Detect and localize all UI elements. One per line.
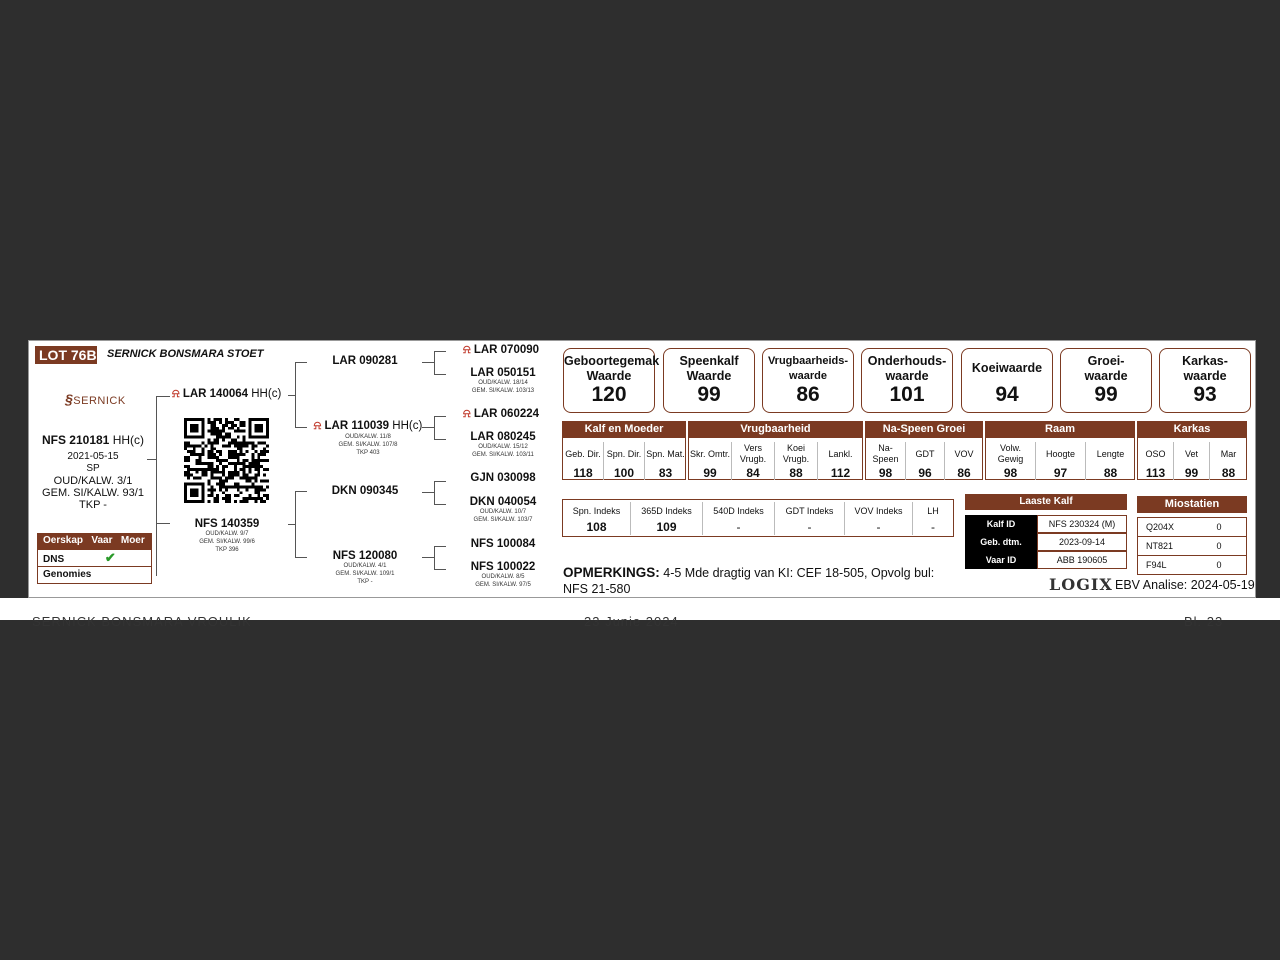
card-title: SERNICK BONSMARA STOET — [107, 348, 264, 360]
pedigree-dd: NFS 120080 OUD/KALW. 4/1 GEM. SI/KALW. 109/1 TKP - — [332, 550, 398, 585]
pedigree-ddd: NFS 100022 OUD/KALW. 8/5 GEM. SI/KALW. 97/5 — [470, 561, 536, 588]
footer-center: 23 Junie 2024 — [584, 614, 679, 629]
pedigree-dss: GJN 030098 — [470, 472, 536, 484]
footer-left: SERNICK BONSMARA VROULIK — [32, 614, 252, 629]
animal-oud: OUD/KALW. 3/1 — [53, 475, 133, 487]
last-calf-header: Laaste Kalf — [965, 494, 1127, 510]
value-box-vrugbaarheid: Vrugbaarheids- waarde 86 — [762, 348, 854, 413]
index-table: Spn. Indeks 108 365D Indeks 109 540D Indeks - GDT Indeks - VOV Indeks - LH - — [562, 499, 954, 537]
ai-icon: ⍾ — [313, 420, 322, 432]
lot-card — [28, 340, 1256, 598]
ai-icon: ⍾ — [463, 344, 471, 356]
lot-number: LOT 76B — [35, 346, 97, 364]
ownership-row-dns: DNS ✔ — [37, 550, 152, 567]
group-raam: Volw. Gewig 98 Hoogte 97 Lengte 88 — [985, 438, 1135, 480]
animal-info — [29, 433, 157, 511]
group-raam-header: Raam — [985, 421, 1135, 438]
group-kalf-en-moeder: Geb. Dir. 118 Spn. Dir. 100 Spn. Mat. 83 — [562, 438, 686, 480]
myostatin-table: Q204X 0 NT821 0 F94L 0 — [1137, 517, 1247, 575]
pedigree-dds: NFS 100084 — [470, 538, 536, 550]
ai-icon: ⍾ — [172, 388, 180, 400]
last-calf-table: Kalf ID NFS 230324 (M) Geb. dtm. 2023-09-14 Vaar ID ABB 190605 — [965, 515, 1127, 569]
pedigree-ds: DKN 090345 — [331, 485, 399, 497]
animal-id: NFS 210181 — [41, 433, 110, 447]
footer-right: Bl. 23 — [1184, 614, 1224, 629]
myostatin-header: Miostatien — [1137, 496, 1247, 513]
sernick-logo: §SERNICK — [65, 391, 126, 407]
value-box-groei: Groei- waarde 99 — [1060, 348, 1152, 413]
pedigree-sire: ⍾ LAR 140064 HH(c) — [172, 388, 282, 400]
qr-code — [184, 418, 269, 503]
group-karkas: OSO 113 Vet 99 Mar 88 — [1137, 438, 1247, 480]
pedigree-dam: NFS 140359 OUD/KALW. 9/7 GEM. SI/KALW. 99/6 TKP 396 — [194, 518, 260, 553]
animal-code: SP — [86, 463, 100, 474]
logix-logo: LOGIX — [1049, 575, 1113, 594]
value-box-koeiwaarde: Koeiwaarde 94 — [961, 348, 1053, 413]
ownership-table — [37, 533, 152, 584]
group-na-speen-groei: Na-Speen 98 GDT 96 VOV 86 — [865, 438, 983, 480]
sernick-logo-icon: § — [65, 391, 74, 407]
pedigree-sdd: LAR 080245 OUD/KALW. 15/12 GEM. SI/KALW. 103/11 — [470, 431, 536, 458]
animal-suffix: HH(c) — [112, 433, 145, 447]
pedigree-sd: ⍾ LAR 110039 HH(c) OUD/KALW. 11/8 GEM. SI/KALW. 107/8 TKP 403 — [313, 420, 423, 456]
ownership-row-genomies: Genomies — [37, 567, 152, 584]
remarks: OPMERKINGS: 4-5 Mde dragtig van KI: CEF 18-505, Opvolg bul: NFS 21-580 — [563, 565, 935, 596]
value-box-karkas: Karkas- waarde 93 — [1159, 348, 1251, 413]
ai-icon: ⍾ — [463, 408, 471, 420]
page-footer — [0, 598, 1280, 629]
ebv-date: EBV Analise: 2024-05-19 — [1115, 578, 1255, 592]
group-karkas-header: Karkas — [1137, 421, 1247, 438]
group-vrugbaarheid-header: Vrugbaarheid — [688, 421, 863, 438]
group-na-speen-groei-header: Na-Speen Groei — [865, 421, 983, 438]
check-icon: ✔ — [104, 550, 116, 565]
pedigree-sss: ⍾ LAR 070090 — [463, 344, 540, 356]
animal-tkp: TKP - — [79, 499, 107, 511]
ownership-header: Oerskap Vaar Moer — [37, 533, 152, 549]
value-box-geboortegemak: Geboortegemak Waarde 120 — [563, 348, 655, 413]
pedigree-ss: LAR 090281 — [332, 355, 398, 367]
animal-gem: GEM. SI/KALW. 93/1 — [42, 487, 144, 499]
pedigree-dsd: DKN 040054 OUD/KALW. 10/7 GEM. SI/KALW. 103/7 — [469, 496, 537, 523]
pedigree-ssd: LAR 050151 OUD/KALW. 18/14 GEM. SI/KALW. 103/13 — [470, 367, 536, 394]
pedigree-sds: ⍾ LAR 060224 — [463, 408, 540, 420]
group-kalf-en-moeder-header: Kalf en Moeder — [562, 421, 686, 438]
animal-date: 2021-05-15 — [67, 451, 119, 462]
value-box-speenkalf: Speenkalf Waarde 99 — [663, 348, 755, 413]
value-box-onderhouds: Onderhouds- waarde 101 — [861, 348, 953, 413]
group-vrugbaarheid: Skr. Omtr. 99 Vers Vrugb. 84 Koei Vrugb. 88 Lankl. 112 — [688, 438, 863, 480]
